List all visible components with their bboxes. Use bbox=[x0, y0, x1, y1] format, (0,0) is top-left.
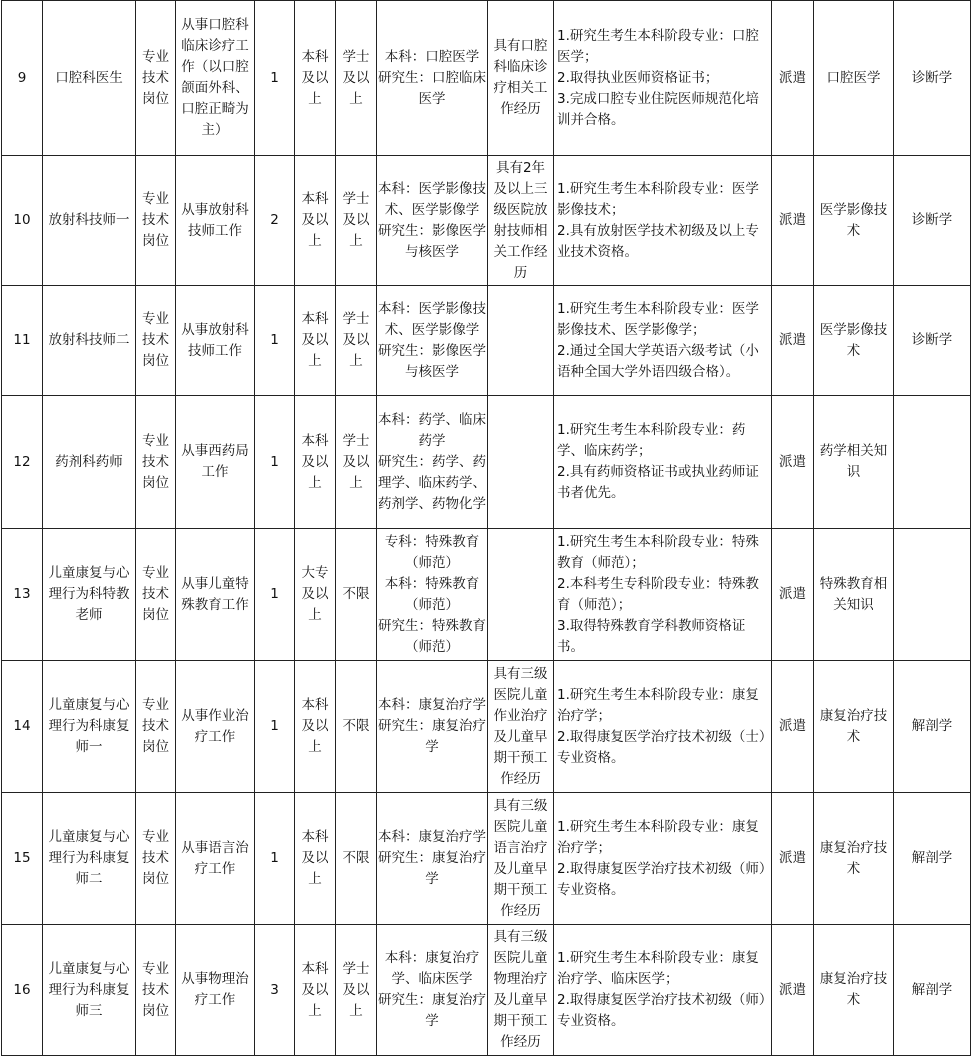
major-line: 专科：特殊教育（师范） bbox=[384, 533, 480, 571]
table-row bbox=[2, 156, 971, 286]
degree-level: 学士及以上 bbox=[336, 1, 377, 156]
exam-subject: 诊断学 bbox=[894, 286, 971, 396]
exam-subject bbox=[894, 396, 971, 529]
education-level: 本科及以上 bbox=[295, 925, 336, 1056]
major-line: 研究生：影像医学与核医学 bbox=[378, 342, 486, 380]
table-row bbox=[2, 396, 971, 529]
requirements-line: 1.研究生考生本科阶段专业：医学影像技术； bbox=[557, 180, 759, 218]
requirements-line: 1.研究生考生本科阶段专业：康复治疗学； bbox=[557, 818, 759, 856]
education-level: 本科及以上 bbox=[295, 156, 336, 286]
hire-count: 2 bbox=[255, 156, 295, 286]
position-name: 放射科技师一 bbox=[43, 156, 136, 286]
row-number: 15 bbox=[2, 793, 43, 925]
exam-content: 口腔医学 bbox=[814, 1, 894, 156]
position-category: 专业技术岗位 bbox=[136, 156, 176, 286]
position-category: 专业技术岗位 bbox=[136, 925, 176, 1056]
major-line: 本科：药学、临床药学 bbox=[378, 411, 486, 449]
row-number: 10 bbox=[2, 156, 43, 286]
major-requirement bbox=[377, 529, 488, 661]
education-level: 大专及以上 bbox=[295, 529, 336, 661]
exam-subject: 解剖学 bbox=[894, 661, 971, 793]
requirements-line: 2.取得执业医师资格证书； bbox=[557, 69, 719, 86]
work-experience bbox=[488, 529, 554, 661]
employment-type: 派遣 bbox=[772, 396, 814, 529]
position-category: 专业技术岗位 bbox=[136, 529, 176, 661]
row-number: 14 bbox=[2, 661, 43, 793]
employment-type: 派遣 bbox=[772, 925, 814, 1056]
job-task: 从事语言治疗工作 bbox=[176, 793, 255, 925]
position-name: 儿童康复与心理行为科康复师三 bbox=[43, 925, 136, 1056]
row-number: 12 bbox=[2, 396, 43, 529]
major-requirement bbox=[377, 156, 488, 286]
exam-subject: 解剖学 bbox=[894, 793, 971, 925]
major-line: 本科：特殊教育（师范） bbox=[384, 575, 480, 613]
requirements-line: 3.完成口腔专业住院医师规范化培训并合格。 bbox=[557, 90, 759, 128]
row-number: 11 bbox=[2, 286, 43, 396]
position-name: 口腔科医生 bbox=[43, 1, 136, 156]
job-task: 从事放射科技师工作 bbox=[176, 156, 255, 286]
work-experience bbox=[488, 396, 554, 529]
requirements-line: 2.取得康复医学治疗技术初级（师）专业资格。 bbox=[557, 860, 766, 898]
job-task: 从事物理治疗工作 bbox=[176, 925, 255, 1056]
requirements-line: 3.取得特殊教育学科教师资格证书。 bbox=[557, 617, 746, 655]
exam-content: 医学影像技术 bbox=[814, 156, 894, 286]
table-row bbox=[2, 661, 971, 793]
job-task: 从事儿童特殊教育工作 bbox=[176, 529, 255, 661]
position-category: 专业技术岗位 bbox=[136, 793, 176, 925]
employment-type: 派遣 bbox=[772, 1, 814, 156]
major-line: 研究生：影像医学与核医学 bbox=[378, 222, 486, 260]
exam-content: 康复治疗技术 bbox=[814, 793, 894, 925]
major-requirement bbox=[377, 925, 488, 1056]
requirements-line: 2.通过全国大学英语六级考试（小语种全国大学外语四级合格）。 bbox=[557, 342, 759, 380]
requirements-line: 1.研究生考生本科阶段专业：口腔医学； bbox=[557, 27, 759, 65]
table-row bbox=[2, 286, 971, 396]
exam-content: 药学相关知识 bbox=[814, 396, 894, 529]
education-level: 本科及以上 bbox=[295, 1, 336, 156]
other-requirements bbox=[554, 661, 772, 793]
major-line: 本科：医学影像技术、医学影像学 bbox=[378, 300, 486, 338]
job-task: 从事作业治疗工作 bbox=[176, 661, 255, 793]
work-experience bbox=[488, 286, 554, 396]
position-category: 专业技术岗位 bbox=[136, 661, 176, 793]
education-level: 本科及以上 bbox=[295, 793, 336, 925]
position-category: 专业技术岗位 bbox=[136, 1, 176, 156]
table-row bbox=[2, 925, 971, 1056]
degree-level: 学士及以上 bbox=[336, 396, 377, 529]
position-name: 儿童康复与心理行为科康复师一 bbox=[43, 661, 136, 793]
row-number: 13 bbox=[2, 529, 43, 661]
other-requirements bbox=[554, 529, 772, 661]
position-name: 药剂科药师 bbox=[43, 396, 136, 529]
row-number: 16 bbox=[2, 925, 43, 1056]
job-task: 从事西药局工作 bbox=[176, 396, 255, 529]
hire-count: 1 bbox=[255, 529, 295, 661]
work-experience: 具有三级医院儿童语言治疗及儿童早期干预工作经历 bbox=[488, 793, 554, 925]
requirements-line: 1.研究生考生本科阶段专业：医学影像技术、医学影像学； bbox=[557, 300, 759, 338]
job-task: 从事口腔科临床诊疗工作（以口腔颌面外科、口腔正畸为主） bbox=[176, 1, 255, 156]
degree-level: 学士及以上 bbox=[336, 286, 377, 396]
major-requirement bbox=[377, 661, 488, 793]
other-requirements bbox=[554, 156, 772, 286]
degree-level: 不限 bbox=[336, 793, 377, 925]
work-experience: 具有三级医院儿童作业治疗及儿童早期干预工作经历 bbox=[488, 661, 554, 793]
hire-count: 1 bbox=[255, 286, 295, 396]
requirements-line: 1.研究生考生本科阶段专业：康复治疗学、临床医学； bbox=[557, 950, 759, 987]
position-name: 儿童康复与心理行为科特教老师 bbox=[43, 529, 136, 661]
major-requirement bbox=[377, 396, 488, 529]
table-row bbox=[2, 793, 971, 925]
hire-count: 1 bbox=[255, 793, 295, 925]
position-category: 专业技术岗位 bbox=[136, 396, 176, 529]
major-line: 研究生：特殊教育（师范） bbox=[378, 617, 486, 655]
job-task: 从事放射科技师工作 bbox=[176, 286, 255, 396]
exam-content: 特殊教育相关知识 bbox=[814, 529, 894, 661]
education-level: 本科及以上 bbox=[295, 286, 336, 396]
major-requirement bbox=[377, 286, 488, 396]
employment-type: 派遣 bbox=[772, 793, 814, 925]
exam-content: 医学影像技术 bbox=[814, 286, 894, 396]
major-line: 研究生：药学、药理学、临床药学、药剂学、药物化学 bbox=[378, 453, 486, 512]
major-requirement bbox=[377, 793, 488, 925]
exam-subject: 解剖学 bbox=[894, 925, 971, 1056]
work-experience: 具有2年及以上三级医院放射技师相关工作经历 bbox=[488, 156, 554, 286]
requirements-line: 1.研究生考生本科阶段专业：康复治疗学； bbox=[557, 686, 759, 724]
other-requirements bbox=[554, 793, 772, 925]
position-name: 儿童康复与心理行为科康复师二 bbox=[43, 793, 136, 925]
position-category: 专业技术岗位 bbox=[136, 286, 176, 396]
requirements-line: 2.本科考生专科阶段专业：特殊教育（师范）； bbox=[557, 575, 759, 613]
work-experience: 具有口腔科临床诊疗相关工作经历 bbox=[488, 1, 554, 156]
hire-count: 3 bbox=[255, 925, 295, 1056]
major-line: 本科：医学影像技术、医学影像学 bbox=[378, 180, 486, 218]
employment-type: 派遣 bbox=[772, 529, 814, 661]
major-requirement bbox=[377, 1, 488, 156]
degree-level: 学士及以上 bbox=[336, 925, 377, 1056]
exam-subject bbox=[894, 529, 971, 661]
hire-count: 1 bbox=[255, 396, 295, 529]
employment-type: 派遣 bbox=[772, 661, 814, 793]
recruitment-table bbox=[1, 0, 971, 1056]
exam-subject: 诊断学 bbox=[894, 156, 971, 286]
major-line: 研究生：康复治疗学 bbox=[378, 992, 486, 1029]
requirements-line: 2.取得康复医学治疗技术初级（士）专业资格。 bbox=[557, 728, 766, 766]
employment-type: 派遣 bbox=[772, 286, 814, 396]
major-line: 本科：康复治疗学、临床医学 bbox=[384, 950, 480, 987]
degree-level: 学士及以上 bbox=[336, 156, 377, 286]
exam-subject: 诊断学 bbox=[894, 1, 971, 156]
position-name: 放射科技师二 bbox=[43, 286, 136, 396]
exam-content: 康复治疗技术 bbox=[814, 925, 894, 1056]
education-level: 本科及以上 bbox=[295, 661, 336, 793]
other-requirements bbox=[554, 286, 772, 396]
exam-content: 康复治疗技术 bbox=[814, 661, 894, 793]
education-level: 本科及以上 bbox=[295, 396, 336, 529]
requirements-line: 1.研究生考生本科阶段专业：特殊教育（师范）； bbox=[557, 533, 759, 571]
hire-count: 1 bbox=[255, 661, 295, 793]
work-experience: 具有三级医院儿童物理治疗及儿童早期干预工作经历 bbox=[488, 925, 554, 1056]
hire-count: 1 bbox=[255, 1, 295, 156]
other-requirements bbox=[554, 925, 772, 1056]
degree-level: 不限 bbox=[336, 661, 377, 793]
table-row bbox=[2, 529, 971, 661]
requirements-line: 2.取得康复医学治疗技术初级（师）专业资格。 bbox=[557, 992, 766, 1029]
requirements-line: 1.研究生考生本科阶段专业：药学、临床药学； bbox=[557, 422, 746, 459]
major-line: 本科：康复治疗学 研究生：康复治疗学 bbox=[378, 829, 486, 887]
major-line: 本科：康复治疗学 研究生：康复治疗学 bbox=[378, 697, 486, 755]
major-line: 研究生：口腔临床医学 bbox=[378, 69, 486, 107]
degree-level: 不限 bbox=[336, 529, 377, 661]
other-requirements bbox=[554, 396, 772, 529]
employment-type: 派遣 bbox=[772, 156, 814, 286]
major-line: 本科：口腔医学 bbox=[384, 48, 480, 65]
table-row bbox=[2, 1, 971, 156]
other-requirements bbox=[554, 1, 772, 156]
requirements-line: 2.具有药师资格证书或执业药师证书者优先。 bbox=[557, 464, 759, 501]
row-number: 9 bbox=[2, 1, 43, 156]
requirements-line: 2.具有放射医学技术初级及以上专业技术资格。 bbox=[557, 222, 759, 260]
